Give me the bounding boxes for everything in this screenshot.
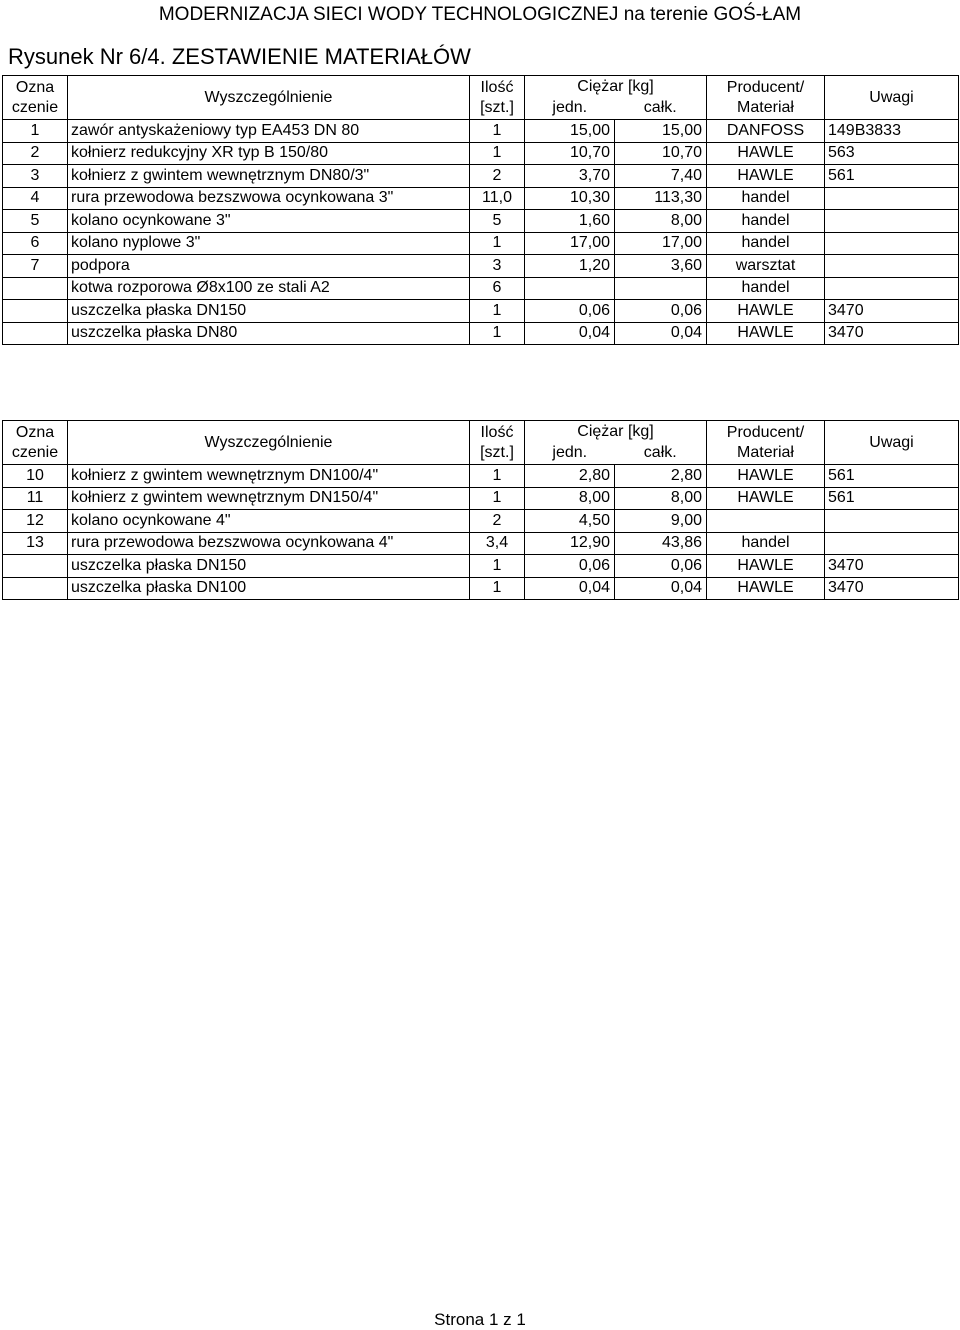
table-row bbox=[3, 255, 959, 278]
item-number: 10 bbox=[3, 465, 68, 488]
item-unit-weight: 0,06 bbox=[525, 555, 615, 578]
table-row bbox=[3, 577, 959, 600]
item-notes: 149B3833 bbox=[825, 120, 959, 143]
item-producer: HAWLE bbox=[707, 487, 825, 510]
item-total-weight: 9,00 bbox=[615, 510, 707, 533]
item-notes: 3470 bbox=[825, 555, 959, 578]
col-notes-header: Uwagi bbox=[825, 421, 959, 465]
item-unit-weight: 1,20 bbox=[525, 255, 615, 278]
col-weight-unit-header: jedn. bbox=[525, 443, 615, 465]
item-unit-weight: 0,06 bbox=[525, 300, 615, 323]
item-number bbox=[3, 322, 68, 345]
item-description: uszczelka płaska DN100 bbox=[68, 577, 470, 600]
item-total-weight: 15,00 bbox=[615, 120, 707, 143]
item-producer: warsztat bbox=[707, 255, 825, 278]
item-number: 2 bbox=[3, 142, 68, 165]
item-description: rura przewodowa bezszwowa ocynkowana 4" bbox=[68, 532, 470, 555]
item-unit-weight: 0,04 bbox=[525, 577, 615, 600]
item-producer: HAWLE bbox=[707, 465, 825, 488]
item-producer: handel bbox=[707, 187, 825, 210]
col-qty-header: Ilość [szt.] bbox=[470, 421, 525, 465]
item-notes: 3470 bbox=[825, 300, 959, 323]
item-unit-weight: 17,00 bbox=[525, 232, 615, 255]
item-total-weight: 0,06 bbox=[615, 555, 707, 578]
item-number: 6 bbox=[3, 232, 68, 255]
item-notes: 563 bbox=[825, 142, 959, 165]
item-number bbox=[3, 555, 68, 578]
col-desc-header: Wyszczególnienie bbox=[68, 421, 470, 465]
item-unit-weight bbox=[525, 277, 615, 300]
item-description: kołnierz z gwintem wewnętrznym DN100/4" bbox=[68, 465, 470, 488]
item-producer bbox=[707, 510, 825, 533]
item-quantity: 6 bbox=[470, 277, 525, 300]
table-row bbox=[3, 277, 959, 300]
item-unit-weight: 15,00 bbox=[525, 120, 615, 143]
item-total-weight: 0,04 bbox=[615, 322, 707, 345]
item-description: rura przewodowa bezszwowa ocynkowana 3" bbox=[68, 187, 470, 210]
item-unit-weight: 12,90 bbox=[525, 532, 615, 555]
item-producer: HAWLE bbox=[707, 322, 825, 345]
item-total-weight: 0,06 bbox=[615, 300, 707, 323]
item-number bbox=[3, 577, 68, 600]
item-notes: 3470 bbox=[825, 577, 959, 600]
item-description: zawór antyskażeniowy typ EA453 DN 80 bbox=[68, 120, 470, 143]
item-quantity: 1 bbox=[470, 487, 525, 510]
item-unit-weight: 2,80 bbox=[525, 465, 615, 488]
item-description: kołnierz redukcyjny XR typ B 150/80 bbox=[68, 142, 470, 165]
item-total-weight: 7,40 bbox=[615, 165, 707, 188]
item-unit-weight: 10,30 bbox=[525, 187, 615, 210]
item-notes bbox=[825, 277, 959, 300]
document-header: MODERNIZACJA SIECI WODY TECHNOLOGICZNEJ na terenie GOŚ-ŁAM bbox=[158, 4, 802, 25]
item-quantity: 1 bbox=[470, 300, 525, 323]
item-total-weight: 8,00 bbox=[615, 487, 707, 510]
item-quantity: 1 bbox=[470, 465, 525, 488]
item-unit-weight: 1,60 bbox=[525, 210, 615, 233]
item-unit-weight: 0,04 bbox=[525, 322, 615, 345]
item-notes bbox=[825, 210, 959, 233]
item-total-weight: 17,00 bbox=[615, 232, 707, 255]
item-number: 5 bbox=[3, 210, 68, 233]
item-quantity: 2 bbox=[470, 165, 525, 188]
col-producer-header: Producent/ Materiał bbox=[707, 421, 825, 465]
table-row bbox=[3, 300, 959, 323]
item-notes: 3470 bbox=[825, 322, 959, 345]
page-footer: Strona 1 z 1 bbox=[434, 1310, 526, 1329]
table-row bbox=[3, 210, 959, 233]
item-quantity: 1 bbox=[470, 577, 525, 600]
item-quantity: 1 bbox=[470, 555, 525, 578]
item-description: kolano nyplowe 3" bbox=[68, 232, 470, 255]
item-notes bbox=[825, 187, 959, 210]
item-producer: handel bbox=[707, 210, 825, 233]
table-row bbox=[3, 142, 959, 165]
item-producer: HAWLE bbox=[707, 300, 825, 323]
item-description: kołnierz z gwintem wewnętrznym DN150/4" bbox=[68, 487, 470, 510]
item-unit-weight: 8,00 bbox=[525, 487, 615, 510]
item-producer: DANFOSS bbox=[707, 120, 825, 143]
item-notes bbox=[825, 232, 959, 255]
item-notes bbox=[825, 510, 959, 533]
item-description: podpora bbox=[68, 255, 470, 278]
table-row bbox=[3, 465, 959, 488]
item-quantity: 3 bbox=[470, 255, 525, 278]
item-number bbox=[3, 277, 68, 300]
item-quantity: 11,0 bbox=[470, 187, 525, 210]
table-row bbox=[3, 532, 959, 555]
col-num-header: Ozna czenie bbox=[3, 76, 68, 120]
item-quantity: 1 bbox=[470, 322, 525, 345]
item-producer: HAWLE bbox=[707, 577, 825, 600]
table-row bbox=[3, 555, 959, 578]
item-quantity: 1 bbox=[470, 142, 525, 165]
item-quantity: 5 bbox=[470, 210, 525, 233]
item-producer: HAWLE bbox=[707, 555, 825, 578]
item-number: 13 bbox=[3, 532, 68, 555]
item-description: kotwa rozporowa Ø8x100 ze stali A2 bbox=[68, 277, 470, 300]
item-total-weight: 10,70 bbox=[615, 142, 707, 165]
col-num-header: Ozna czenie bbox=[3, 421, 68, 465]
figure-title: Rysunek Nr 6/4. ZESTAWIENIE MATERIAŁÓW bbox=[8, 44, 471, 69]
item-notes: 561 bbox=[825, 165, 959, 188]
item-notes: 561 bbox=[825, 487, 959, 510]
item-quantity: 1 bbox=[470, 232, 525, 255]
item-number: 4 bbox=[3, 187, 68, 210]
item-total-weight: 2,80 bbox=[615, 465, 707, 488]
item-number: 11 bbox=[3, 487, 68, 510]
table-row bbox=[3, 187, 959, 210]
item-unit-weight: 3,70 bbox=[525, 165, 615, 188]
item-producer: HAWLE bbox=[707, 165, 825, 188]
item-description: kolano ocynkowane 3" bbox=[68, 210, 470, 233]
table-row bbox=[3, 165, 959, 188]
item-notes bbox=[825, 532, 959, 555]
item-producer: handel bbox=[707, 232, 825, 255]
table-row bbox=[3, 232, 959, 255]
item-total-weight: 113,30 bbox=[615, 187, 707, 210]
col-weight-total-header: całk. bbox=[615, 98, 707, 120]
item-number bbox=[3, 300, 68, 323]
table-row bbox=[3, 487, 959, 510]
item-unit-weight: 4,50 bbox=[525, 510, 615, 533]
col-notes-header: Uwagi bbox=[825, 76, 959, 120]
col-weight-unit-header: jedn. bbox=[525, 98, 615, 120]
item-quantity: 2 bbox=[470, 510, 525, 533]
col-weight-header: Ciężar [kg] bbox=[525, 421, 707, 443]
item-total-weight: 8,00 bbox=[615, 210, 707, 233]
item-unit-weight: 10,70 bbox=[525, 142, 615, 165]
item-description: uszczelka płaska DN80 bbox=[68, 322, 470, 345]
item-notes bbox=[825, 255, 959, 278]
item-total-weight: 0,04 bbox=[615, 577, 707, 600]
item-notes: 561 bbox=[825, 465, 959, 488]
col-qty-header: Ilość [szt.] bbox=[470, 76, 525, 120]
item-total-weight: 3,60 bbox=[615, 255, 707, 278]
table-row bbox=[3, 322, 959, 345]
item-producer: handel bbox=[707, 277, 825, 300]
item-description: uszczelka płaska DN150 bbox=[68, 555, 470, 578]
col-producer-header: Producent/ Materiał bbox=[707, 76, 825, 120]
col-weight-total-header: całk. bbox=[615, 443, 707, 465]
item-producer: handel bbox=[707, 532, 825, 555]
item-quantity: 3,4 bbox=[470, 532, 525, 555]
item-description: kolano ocynkowane 4" bbox=[68, 510, 470, 533]
item-producer: HAWLE bbox=[707, 142, 825, 165]
item-description: kołnierz z gwintem wewnętrznym DN80/3" bbox=[68, 165, 470, 188]
item-number: 3 bbox=[3, 165, 68, 188]
table-row bbox=[3, 120, 959, 143]
item-number: 12 bbox=[3, 510, 68, 533]
col-weight-header: Ciężar [kg] bbox=[525, 76, 707, 98]
table-row bbox=[3, 510, 959, 533]
item-number: 1 bbox=[3, 120, 68, 143]
item-number: 7 bbox=[3, 255, 68, 278]
materials-table-2 bbox=[2, 420, 959, 600]
item-total-weight bbox=[615, 277, 707, 300]
col-desc-header: Wyszczególnienie bbox=[68, 76, 470, 120]
item-description: uszczelka płaska DN150 bbox=[68, 300, 470, 323]
item-total-weight: 43,86 bbox=[615, 532, 707, 555]
materials-table-1 bbox=[2, 75, 959, 345]
item-quantity: 1 bbox=[470, 120, 525, 143]
